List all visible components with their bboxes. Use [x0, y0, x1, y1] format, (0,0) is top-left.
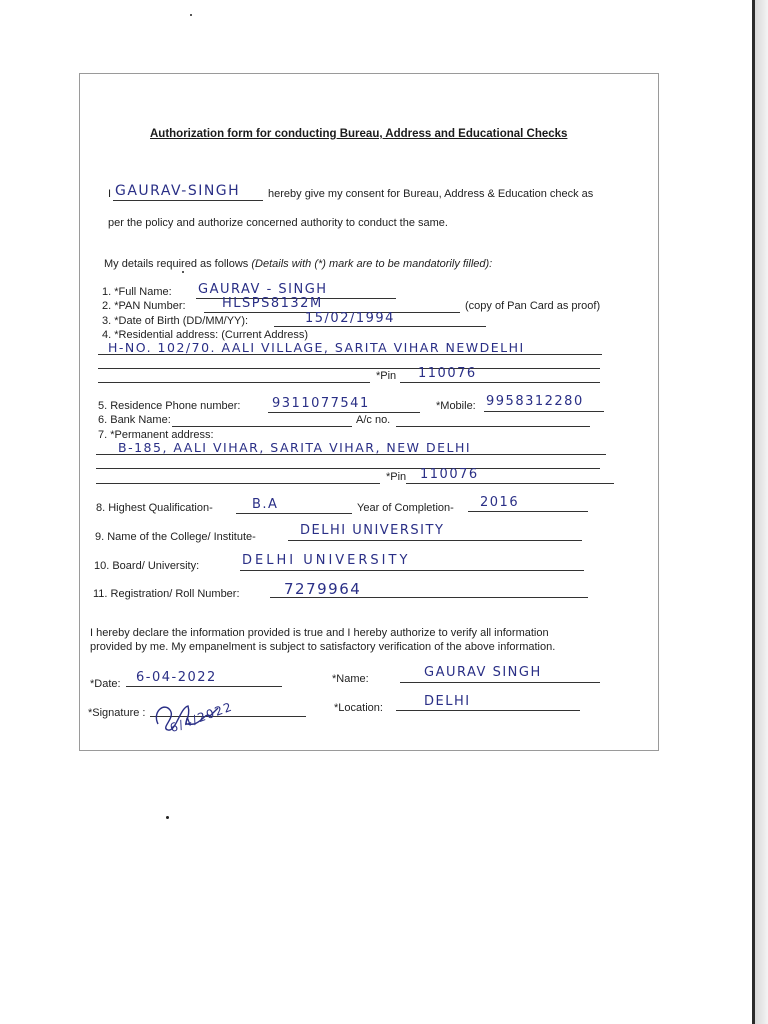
mobile-line: [484, 411, 604, 412]
college-value: DELHI UNIVERSITY: [300, 523, 445, 538]
perm-pin-label: *Pin: [386, 471, 407, 483]
res-address-value: H-NO. 102/70. AALI VILLAGE, SARITA VIHAR NEWDELHI: [108, 340, 525, 355]
date-value: 6-04-2022: [136, 670, 217, 685]
roll-value: 7279964: [284, 580, 362, 598]
consent-prefix: I: [108, 188, 112, 200]
date-label: *Date:: [90, 678, 121, 690]
declaration-line-1: I hereby declare the information provided is true and I hereby authorize to verify all information: [90, 627, 549, 639]
perm-address-value: B-185, AALI VIHAR, SARITA VIHAR, NEW DELHI: [118, 440, 472, 455]
dob-label: 3. *Date of Birth (DD/MM/YY):: [102, 315, 249, 327]
declaration-line-2: provided by me. My empanelment is subject to satisfactory verification of the above information.: [90, 641, 556, 653]
name-value: GAURAV SINGH: [424, 665, 542, 680]
bank-line: [172, 426, 352, 427]
dob-line: [274, 326, 486, 327]
roll-label: 11. Registration/ Roll Number:: [93, 588, 240, 600]
account-label: A/c no.: [356, 414, 391, 426]
phone-line: [268, 412, 420, 413]
full-name-value: GAURAV - SINGH: [198, 282, 328, 297]
res-address-line-2: [98, 368, 600, 369]
dob-value: 15/02/1994: [305, 311, 395, 326]
college-label: 9. Name of the College/ Institute-: [95, 531, 256, 543]
name-label: *Name:: [332, 673, 369, 685]
college-line: [288, 540, 582, 541]
details-intro: [104, 258, 492, 270]
form-title: Authorization form for conducting Bureau, Address and Educational Checks: [150, 128, 568, 140]
location-label: *Location:: [334, 702, 383, 714]
date-line: [126, 686, 282, 687]
res-address-line-1: [98, 354, 602, 355]
perm-address-line-3: [96, 483, 380, 484]
speck: [166, 816, 169, 819]
consent-name: GAURAV-SINGH: [115, 183, 241, 199]
board-line: [240, 570, 584, 571]
account-line: [396, 426, 590, 427]
perm-pin-value: 110076: [420, 467, 479, 482]
consent-line-2: per the policy and authorize concerned authority to conduct the same.: [108, 217, 448, 229]
pan-value: HLSPS8132M: [222, 296, 323, 311]
perm-pin-line: [406, 483, 614, 484]
qualification-line: [236, 513, 352, 514]
completion-value: 2016: [480, 495, 520, 510]
completion-label: Year of Completion-: [357, 502, 454, 514]
location-line: [396, 710, 580, 711]
page-edge-shadow: [755, 0, 768, 1024]
speck: [190, 14, 192, 16]
name-line: [400, 682, 600, 683]
consent-line-1: hereby give my consent for Bureau, Address & Education check as: [268, 188, 594, 200]
bank-label: 6. Bank Name:: [98, 414, 171, 426]
signature-label: *Signature :: [88, 707, 146, 719]
roll-line: [270, 597, 588, 598]
details-intro-text: My details required as follows: [104, 258, 249, 270]
res-address-label: 4. *Residential address: (Current Address): [102, 329, 309, 341]
phone-label: 5. Residence Phone number:: [98, 400, 241, 412]
signature-date: 6/4/2022: [168, 699, 235, 736]
location-value: DELHI: [424, 694, 471, 709]
phone-value: 9311077541: [272, 396, 370, 411]
qualification-label: 8. Highest Qualification-: [96, 502, 213, 514]
res-address-line-3: [98, 382, 370, 383]
res-pin-line: [400, 382, 600, 383]
res-pin-value: 110076: [418, 366, 477, 381]
perm-address-label: 7. *Permanent address:: [98, 429, 214, 441]
board-label: 10. Board/ University:: [94, 560, 200, 572]
details-note: (Details with (*) mark are to be mandatorily filled):: [251, 258, 493, 270]
full-name-label: 1. *Full Name:: [102, 286, 172, 298]
perm-address-line-1: [96, 454, 606, 455]
mobile-label: *Mobile:: [436, 400, 476, 412]
perm-address-line-2: [96, 468, 600, 469]
consent-name-line: [113, 200, 263, 201]
board-value: DELHI UNIVERSITY: [242, 553, 411, 568]
completion-line: [468, 511, 588, 512]
mobile-value: 9958312280: [486, 394, 584, 409]
qualification-value: B.A: [252, 497, 279, 512]
res-pin-label: *Pin: [376, 370, 397, 382]
pan-label: 2. *PAN Number:: [102, 300, 186, 312]
pan-suffix: (copy of Pan Card as proof): [465, 300, 601, 312]
